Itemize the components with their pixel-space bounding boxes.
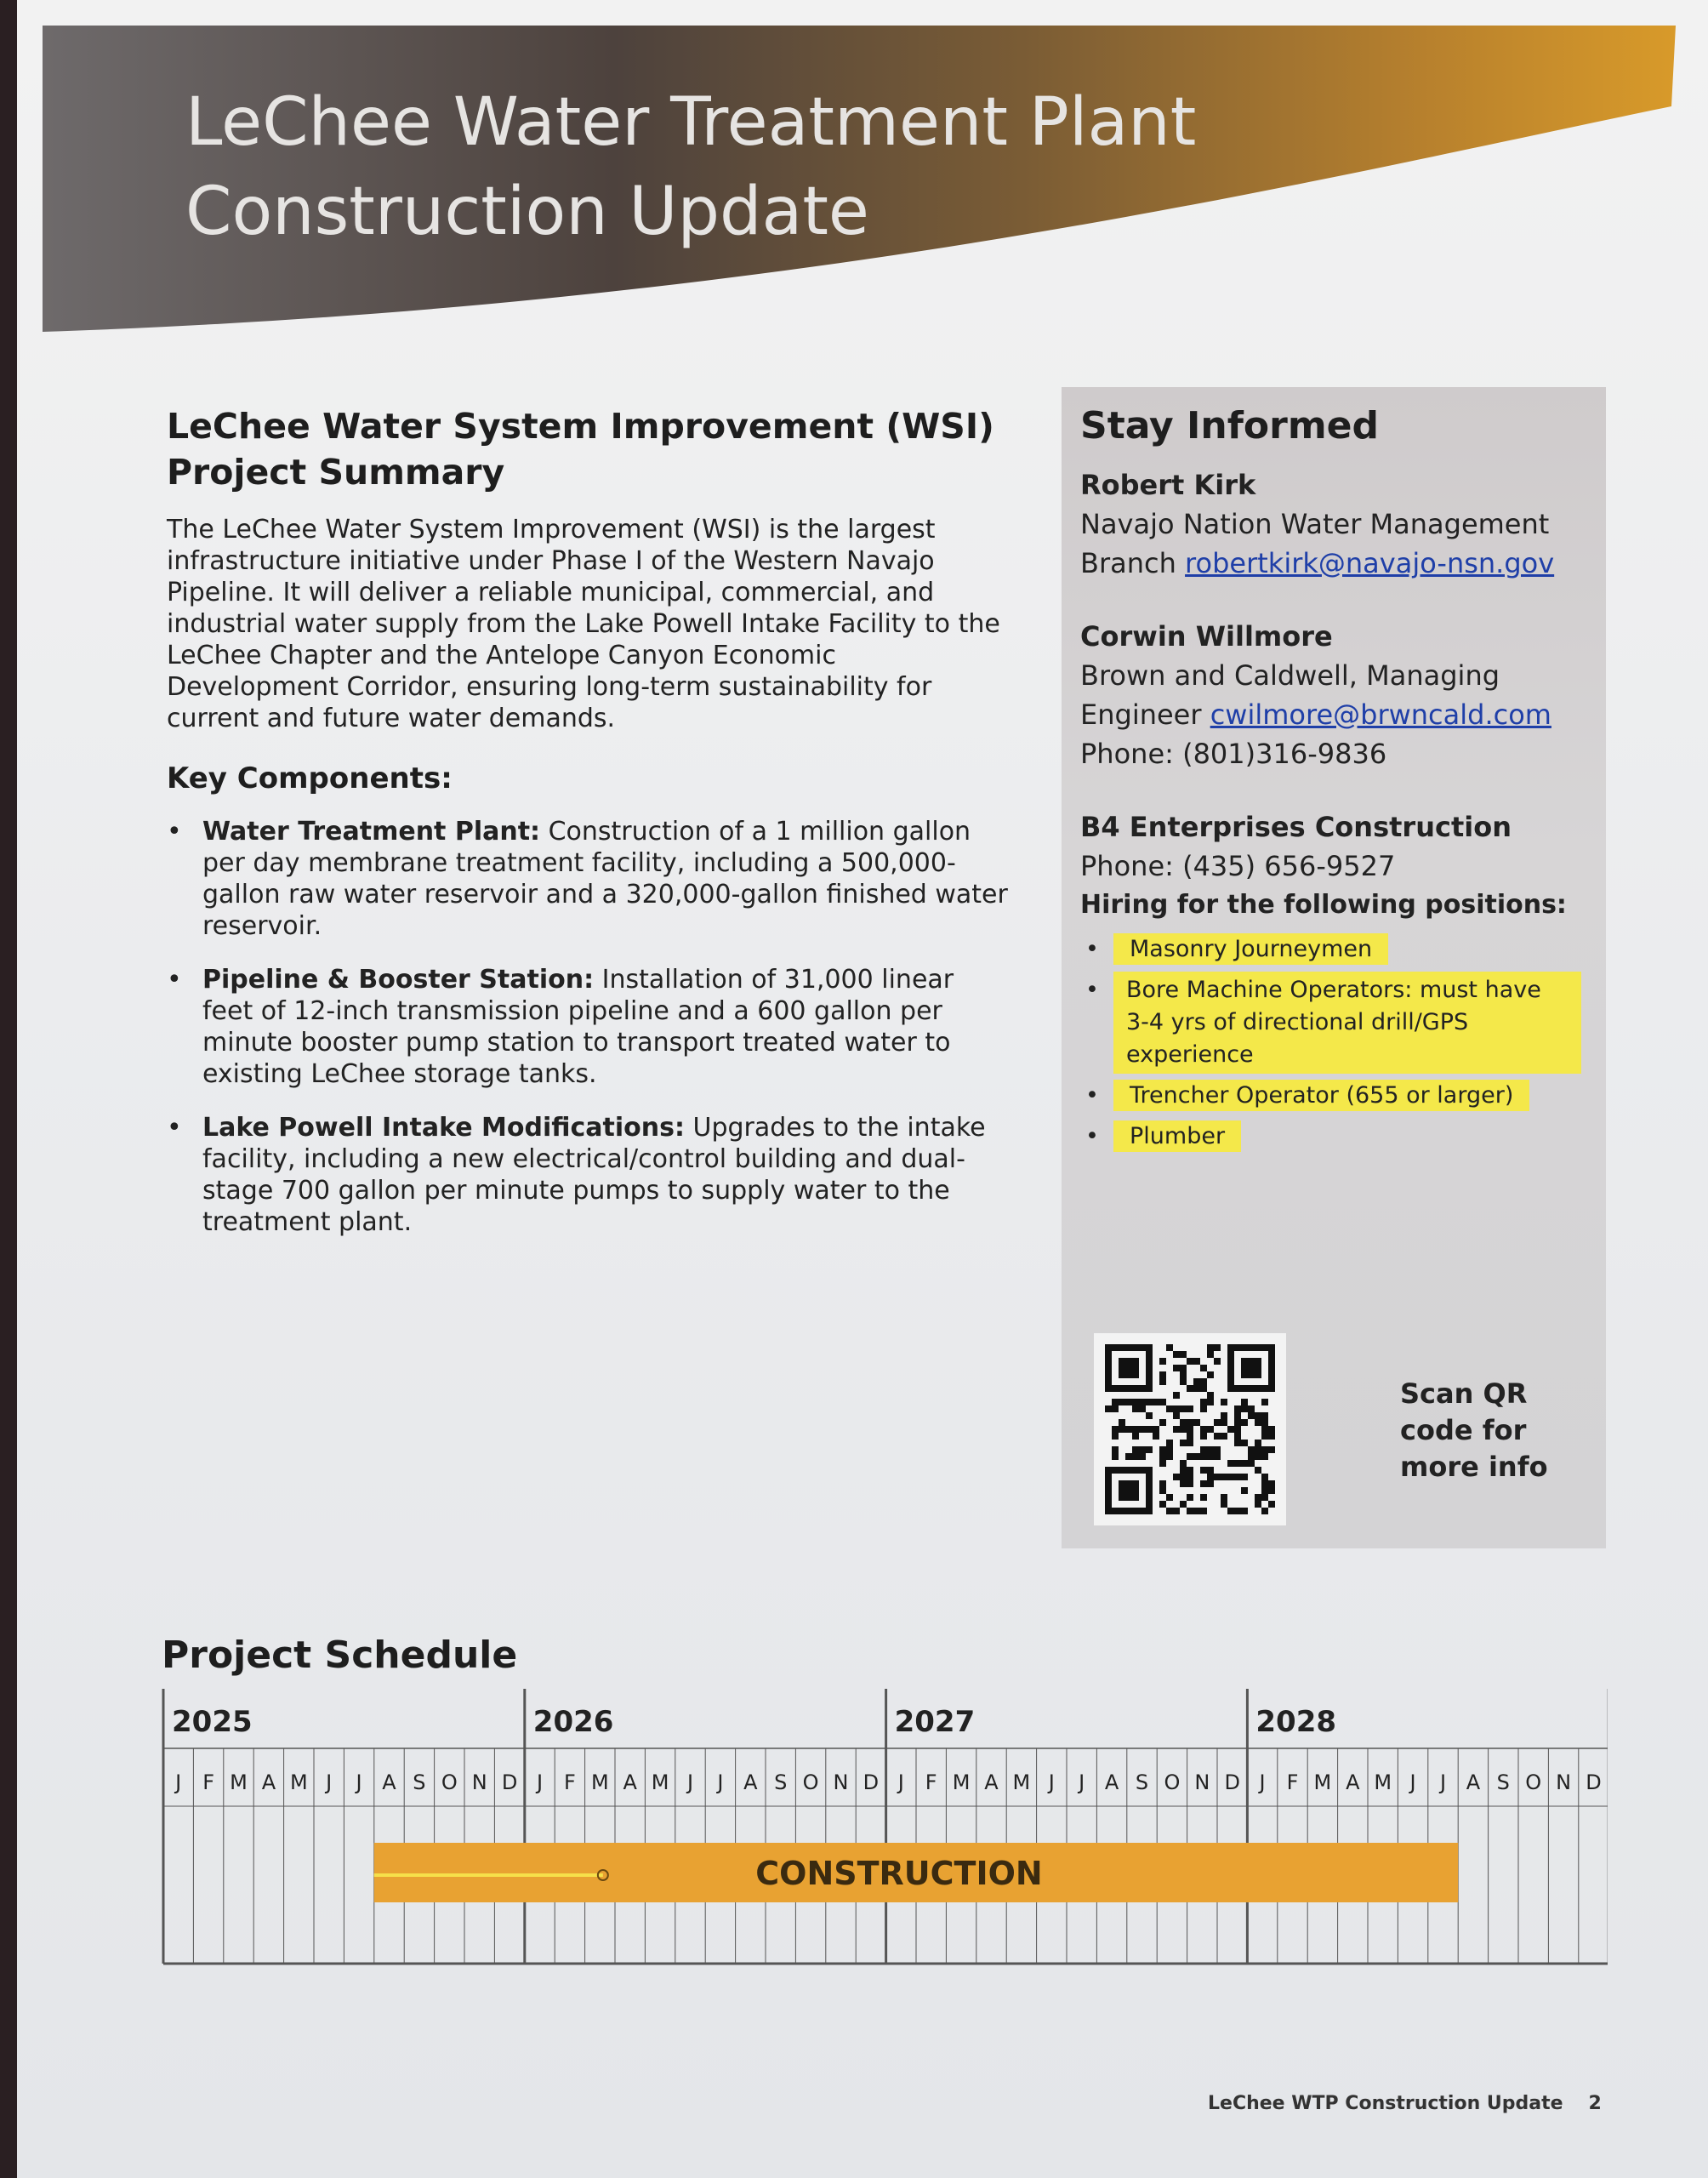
summary-heading-line-1: LeChee Water System Improvement (WSI)	[167, 406, 994, 447]
summary-heading-line-2: Project Summary	[167, 452, 505, 493]
bullet-icon: •	[167, 817, 182, 847]
year-label: 2025	[172, 1705, 253, 1739]
month-label: A	[261, 1770, 276, 1794]
contact-org: Navajo Nation Water Management	[1080, 508, 1550, 540]
month-label: M	[289, 1770, 308, 1794]
month-label: S	[774, 1770, 788, 1794]
summary-heading	[167, 403, 1009, 495]
contact-org-continued: Engineer	[1080, 698, 1210, 731]
qr-caption: Scan QR code for more info	[1400, 1377, 1548, 1483]
page-footer	[1208, 2093, 1602, 2114]
month-label: D	[1586, 1770, 1602, 1794]
month-label: O	[1164, 1770, 1181, 1794]
month-label: D	[1224, 1770, 1240, 1794]
year-label: 2026	[532, 1705, 614, 1739]
month-label: M	[590, 1770, 609, 1794]
qr-code[interactable]	[1094, 1333, 1286, 1525]
month-label: S	[413, 1770, 426, 1794]
month-label: M	[651, 1770, 669, 1794]
month-label: A	[743, 1770, 758, 1794]
construction-label: CONSTRUCTION	[755, 1855, 1043, 1892]
page-title	[185, 78, 1196, 257]
components-list	[167, 816, 1009, 1238]
month-label: J	[326, 1770, 333, 1794]
highlighted-position: Plumber	[1116, 1123, 1238, 1149]
month-label: S	[1135, 1770, 1149, 1794]
component-label: Lake Powell Intake Modifications:	[202, 1113, 685, 1143]
hiring-section	[1080, 807, 1591, 1153]
project-summary	[167, 403, 1009, 1260]
highlighted-position: Bore Machine Operators: must have 3-4 yrs of directional drill/GPS experience	[1116, 974, 1579, 1071]
month-label: J	[1439, 1770, 1447, 1794]
month-label: S	[1496, 1770, 1510, 1794]
list-item	[1080, 933, 1591, 966]
component-label: Water Treatment Plant:	[202, 817, 541, 847]
month-label: M	[1313, 1770, 1332, 1794]
title-line-1: LeChee Water Treatment Plant	[185, 84, 1197, 161]
contact-robert-kirk	[1080, 465, 1591, 583]
contact-org-line2	[1080, 695, 1591, 734]
project-schedule-chart	[162, 1689, 1608, 2016]
schedule-grid	[162, 1689, 1608, 2012]
month-label: A	[382, 1770, 396, 1794]
month-label: D	[863, 1770, 880, 1794]
document-page	[17, 0, 1708, 2178]
contact-phone: Phone: (801)316-9836	[1080, 738, 1387, 770]
month-label: O	[1525, 1770, 1542, 1794]
hiring-heading: Hiring for the following positions:	[1080, 890, 1567, 920]
contact-corwin-willmore	[1080, 617, 1591, 773]
month-label: O	[802, 1770, 819, 1794]
list-item	[1080, 1080, 1591, 1112]
component-text: Upgrades to the intake facility, including a new electrical/control building and dual-stage 700 gallon per minute pumps to supply water to the treatment plant.	[202, 1113, 986, 1237]
year-label: 2028	[1255, 1705, 1337, 1739]
month-label: O	[441, 1770, 458, 1794]
month-label: A	[1346, 1770, 1360, 1794]
list-item	[167, 816, 1009, 942]
contact-org-line2	[1080, 544, 1591, 583]
month-label: M	[952, 1770, 971, 1794]
bullet-icon: •	[1085, 1082, 1099, 1109]
email-link[interactable]: robertkirk@navajo-nsn.gov	[1185, 547, 1555, 579]
month-label: J	[1048, 1770, 1055, 1794]
month-label: J	[1079, 1770, 1085, 1794]
month-label: F	[1286, 1770, 1299, 1794]
page-number: 2	[1588, 2093, 1602, 2114]
contact-name: Corwin Willmore	[1080, 620, 1333, 653]
month-label: J	[686, 1770, 694, 1794]
schedule-title: Project Schedule	[162, 1634, 518, 1677]
contact-name: Robert Kirk	[1080, 469, 1256, 501]
month-label: J	[356, 1770, 362, 1794]
month-label: M	[1012, 1770, 1031, 1794]
month-label: J	[175, 1770, 182, 1794]
bullet-icon: •	[1085, 1123, 1099, 1149]
key-components-heading: Key Components:	[167, 761, 453, 795]
list-item	[167, 964, 1009, 1090]
highlighted-position: Trencher Operator (655 or larger)	[1116, 1082, 1527, 1109]
component-text: Construction of a 1 million gallon per day membrane treatment facility, including a 500,000-gallon raw water reservoir and a 320,000-gallon finished water reservoir.	[202, 817, 1008, 941]
month-label: J	[897, 1770, 904, 1794]
month-label: J	[536, 1770, 544, 1794]
month-label: N	[471, 1770, 487, 1794]
component-text: Installation of 31,000 linear feet of 12-inch transmission pipeline and a 600 gallon per minute booster pump station to transport treated water to existing LeChee storage tanks.	[202, 965, 954, 1089]
stay-informed-sidebar	[1062, 387, 1606, 1548]
month-label: D	[501, 1770, 518, 1794]
month-label: J	[1259, 1770, 1266, 1794]
summary-paragraph: The LeChee Water System Improvement (WSI) is the largest infrastructure initiative under Phase I of the Western Navajo Pipeline. It will deliver a reliable municipal, commercial, and industrial water supply from the Lake Powell Intake Facility to the LeChee Chapter and the Antelope Canyon Economic Development Corridor, ensuring long-term sustainability for current and future water demands.	[167, 515, 1000, 733]
highlighted-position: Masonry Journeymen	[1116, 936, 1386, 962]
month-label: N	[1556, 1770, 1572, 1794]
company-phone: Phone: (435) 656-9527	[1080, 850, 1396, 882]
company-name: B4 Enterprises Construction	[1080, 811, 1512, 843]
month-label: F	[202, 1770, 215, 1794]
month-label: F	[925, 1770, 937, 1794]
month-label: N	[833, 1770, 849, 1794]
bullet-icon: •	[167, 1113, 182, 1143]
email-link[interactable]: cwilmore@brwncald.com	[1210, 698, 1551, 731]
bullet-icon: •	[1085, 977, 1099, 1003]
month-label: F	[563, 1770, 576, 1794]
positions-list	[1080, 933, 1591, 1153]
list-item	[167, 1112, 1009, 1238]
list-item	[1080, 974, 1591, 1071]
month-label: J	[1409, 1770, 1416, 1794]
qr-code-icon	[1105, 1344, 1275, 1514]
component-label: Pipeline & Booster Station:	[202, 965, 595, 995]
year-label: 2027	[894, 1705, 976, 1739]
bullet-icon: •	[1085, 936, 1099, 962]
month-label: A	[984, 1770, 999, 1794]
month-label: N	[1194, 1770, 1210, 1794]
contact-org: Brown and Caldwell, Managing	[1080, 659, 1500, 692]
title-banner	[43, 26, 1676, 332]
list-item	[1080, 1120, 1591, 1153]
title-line-2: Construction Update	[185, 174, 869, 250]
month-label: M	[230, 1770, 248, 1794]
month-label: A	[1104, 1770, 1119, 1794]
contact-org-continued: Branch	[1080, 547, 1186, 579]
footer-title: LeChee WTP Construction Update	[1208, 2093, 1563, 2114]
month-label: J	[717, 1770, 724, 1794]
month-label: A	[623, 1770, 637, 1794]
month-label: A	[1466, 1770, 1481, 1794]
month-label: M	[1374, 1770, 1392, 1794]
bullet-icon: •	[167, 965, 182, 995]
sidebar-title: Stay Informed	[1080, 404, 1380, 448]
